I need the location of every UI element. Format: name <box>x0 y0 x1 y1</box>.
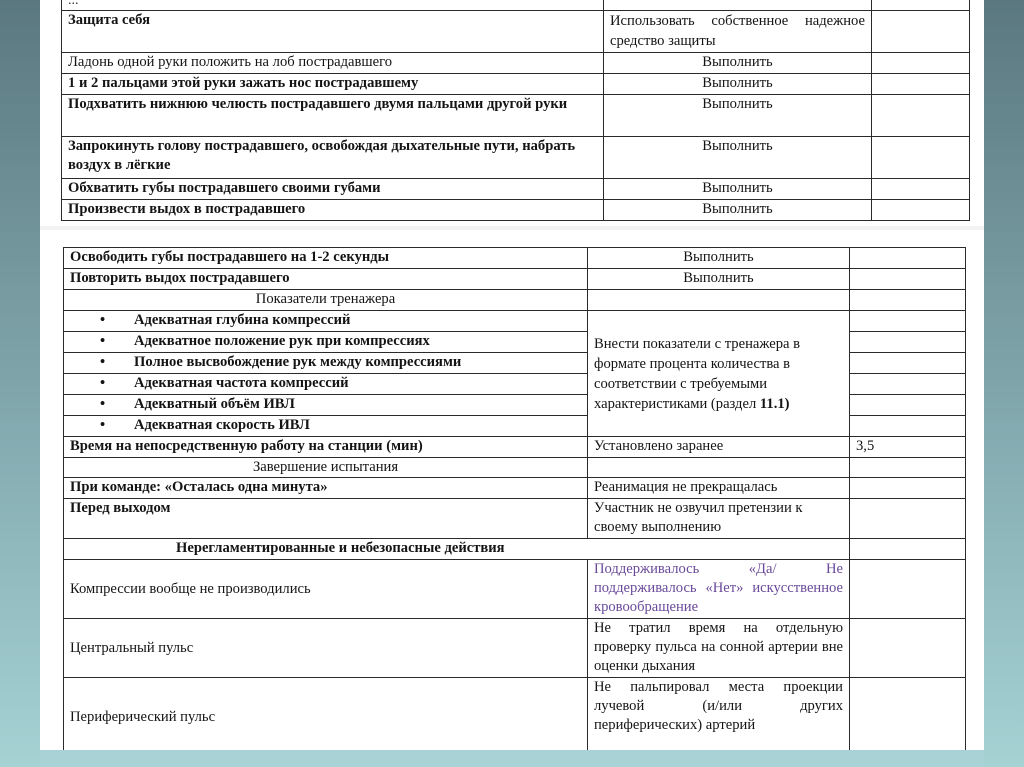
action-cell: Обхватить губы пострадавшего своими губами <box>62 179 604 200</box>
slide-left-border <box>0 0 40 767</box>
mark-cell <box>872 200 970 221</box>
time-action: Время на непосредственную работу на станции (мин) <box>64 437 588 458</box>
table-row <box>62 11 970 53</box>
mark-cell <box>850 248 966 269</box>
action-cell: Запрокинуть голову пострадавшего, освобождая дыхательные пути, набрать воздух в лёгкие <box>62 137 604 179</box>
table-row <box>62 200 970 221</box>
mark-cell <box>850 678 966 751</box>
table-row <box>64 458 966 478</box>
table-row <box>64 290 966 311</box>
mark-cell <box>850 499 966 539</box>
mark-cell <box>850 311 966 332</box>
cut-off-row-result <box>604 0 872 11</box>
mark-cell <box>872 137 970 179</box>
table-row <box>64 619 966 678</box>
action-cell: 1 и 2 пальцами этой руки зажать нос пострадавшему <box>62 74 604 95</box>
table-row <box>62 95 970 137</box>
trainer-item: • Адекватная скорость ИВЛ <box>64 416 588 437</box>
result-cell: Выполнить <box>604 74 872 95</box>
action-cell: Повторить выдох пострадавшего <box>64 269 588 290</box>
mark-cell <box>850 290 966 311</box>
mark-cell <box>872 74 970 95</box>
mark-cell <box>872 53 970 74</box>
cut-off-row-action: ... <box>62 0 604 11</box>
unsafe-action: Центральный пульс <box>64 619 588 678</box>
mark-cell <box>850 416 966 437</box>
unsafe-action: Компрессии вообще не производились <box>64 560 588 619</box>
action-cell: Произвести выдох в пострадавшего <box>62 200 604 221</box>
mark-cell <box>850 332 966 353</box>
result-cell <box>588 458 850 478</box>
trainer-item: • Адекватная глубина компрессий <box>64 311 588 332</box>
mark-cell <box>850 269 966 290</box>
mark-cell <box>872 11 970 53</box>
mark-cell <box>850 374 966 395</box>
mark-cell <box>850 458 966 478</box>
list-item <box>64 311 966 332</box>
action-cell: Ладонь одной руки положить на лоб пострадавшего <box>62 53 604 74</box>
result-cell: Выполнить <box>604 200 872 221</box>
command-action: При команде: «Осталась одна минута» <box>64 478 588 499</box>
table-row <box>62 137 970 179</box>
trainer-item: • Адекватная частота компрессий <box>64 374 588 395</box>
checklist-table-bottom <box>63 247 966 750</box>
cut-off-row-mark <box>872 0 970 11</box>
mark-cell <box>850 560 966 619</box>
unsafe-header: Нерегламентированные и небезопасные действия <box>64 539 850 560</box>
trainer-note-text: Внести показатели с тренажера в формате процента количества в соответствии с требуемыми характеристиками (раздел <box>594 335 801 412</box>
result-cell: Выполнить <box>604 53 872 74</box>
result-cell: Выполнить <box>604 95 872 137</box>
action-cell: Подхватить нижнюю челюсть пострадавшего двумя пальцами другой руки <box>62 95 604 137</box>
table-row <box>62 179 970 200</box>
result-cell: Использовать собственное надежное средство защиты <box>604 11 872 53</box>
result-cell <box>588 290 850 311</box>
result-cell: Выполнить <box>588 248 850 269</box>
table-row <box>64 560 966 619</box>
trainer-note-ref: 11.1) <box>759 395 790 412</box>
mark-cell <box>850 539 966 560</box>
table-row <box>64 248 966 269</box>
checklist-table-top <box>61 0 970 221</box>
table-row <box>64 499 966 539</box>
mark-cell <box>850 395 966 416</box>
table-row <box>64 269 966 290</box>
mark-cell <box>850 619 966 678</box>
trainer-item: • Адекватное положение рук при компрессиях <box>64 332 588 353</box>
mark-cell <box>850 353 966 374</box>
table-row <box>64 678 966 751</box>
table-row <box>64 478 966 499</box>
action-cell: Освободить губы пострадавшего на 1-2 секунды <box>64 248 588 269</box>
unsafe-result: Поддерживалось «Да/ Не поддерживалось «Нет» искусственное кровообращение <box>588 560 850 619</box>
trainer-note-cell <box>588 311 850 437</box>
mark-cell <box>850 478 966 499</box>
table-row <box>64 437 966 458</box>
result-cell: Выполнить <box>604 179 872 200</box>
completion-header: Завершение испытания <box>64 458 588 478</box>
unsafe-action: Периферический пульс <box>64 678 588 751</box>
action-cell: Защита себя <box>62 11 604 53</box>
table-row <box>62 74 970 95</box>
mark-cell <box>872 179 970 200</box>
document-page-bottom <box>40 230 984 750</box>
time-value: 3,5 <box>850 437 966 458</box>
unsafe-result: Не тратил время на отдельную проверку пульса на сонной артерии вне оценки дыхания <box>588 619 850 678</box>
slide-right-border <box>984 0 1024 767</box>
trainer-item: • Полное высвобождение рук между компрессиями <box>64 353 588 374</box>
exit-action: Перед выходом <box>64 499 588 539</box>
unsafe-result: Не пальпировал места проекции лучевой (и/или других периферических) артерий <box>588 678 850 751</box>
result-cell: Выполнить <box>604 137 872 179</box>
trainer-item: • Адекватный объём ИВЛ <box>64 395 588 416</box>
table-row <box>62 53 970 74</box>
table-row <box>64 539 966 560</box>
time-result: Установлено заранее <box>588 437 850 458</box>
command-result: Реанимация не прекращалась <box>588 478 850 499</box>
exit-result: Участник не озвучил претензии к своему выполнению <box>588 499 850 539</box>
mark-cell <box>872 95 970 137</box>
trainer-header: Показатели тренажера <box>64 290 588 311</box>
result-cell: Выполнить <box>588 269 850 290</box>
document-page-top <box>40 0 984 226</box>
